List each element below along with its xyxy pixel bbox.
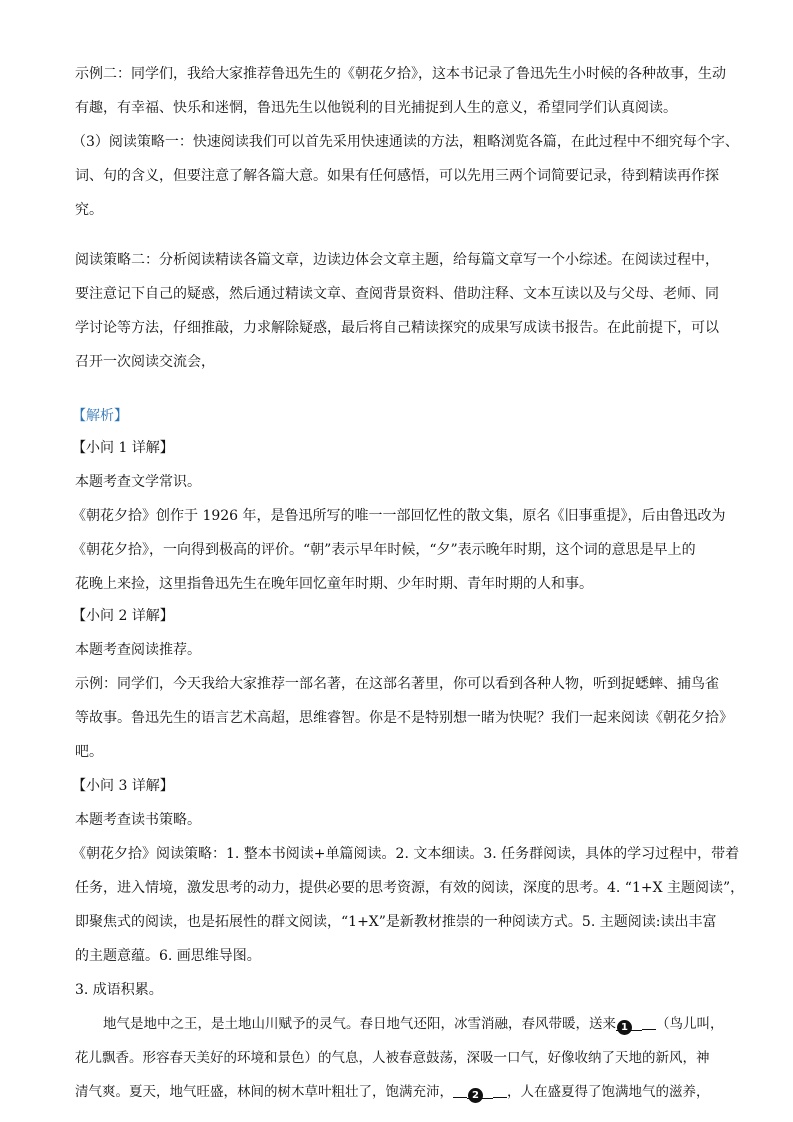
blank-marker-2: 2 — [468, 1088, 483, 1103]
text-line: 本题考查文学常识。 — [75, 474, 201, 490]
text-line: 《朝花夕拾》阅读策略：1. 整本书阅读+单篇阅读。2. 文本细读。3. 任务群阅读，具体的学习过程中，带着 — [72, 846, 740, 862]
text-line: 究。 — [75, 202, 103, 218]
passage-text: 清气爽。夏天，地气旺盛，林间的树木草叶粗壮了，饱满充沛， — [75, 1084, 453, 1100]
blank-1-tail — [642, 1015, 656, 1030]
analysis-heading: 【解析】 — [72, 408, 128, 424]
section-heading: 【小问 2 详解】 — [72, 608, 174, 624]
passage-text: 地气是地中之王，是土地山川赋予的灵气。春日地气还阳，冰雪消融，春风带暖，送来 — [103, 1016, 616, 1032]
text-line: 学讨论等方法，仔细推敲，力求解除疑惑，最后将自己精读探究的成果写成读书报告。在此前提下，可以 — [75, 320, 719, 336]
text-line: 阅读策略二：分析阅读精读各篇文章，边读边体会文章主题，给每篇文章写一个小综述。在阅读过程中， — [75, 252, 719, 268]
blank-2[interactable] — [467, 1084, 493, 1099]
text-line: 示例：同学们，今天我给大家推荐一部名著，在这部名著里，你可以看到各种人物，听到捉蟋蟀、捕鸟雀 — [75, 676, 719, 692]
text-line: （3）阅读策略一：快速阅读我们可以首先采用快速通读的方法，粗略浏览各篇，在此过程中不细究每个字、 — [72, 134, 739, 150]
blank-2-lead — [453, 1083, 467, 1098]
question-heading: 3. 成语积累。 — [75, 982, 163, 998]
section-heading: 【小问 3 详解】 — [72, 778, 174, 794]
text-line: 《朝花夕拾》创作于 1926 年，是鲁迅所写的唯一一部回忆性的散文集，原名《旧事重提》，后由鲁迅改为 — [72, 508, 726, 524]
text-line: 示例二：同学们，我给大家推荐鲁迅先生的《朝花夕拾》，这本书记录了鲁迅先生小时候的各种故事，生动 — [75, 66, 726, 82]
passage-line — [75, 1082, 725, 1102]
passage-text: （鸟儿叫， — [656, 1016, 724, 1032]
text-line: 等故事。鲁迅先生的语言艺术高超，思维睿智。你是不是特别想一睹为快呢？我们一起来阅读《朝花夕拾》 — [75, 710, 733, 726]
text-line: 词、句的含义，但要注意了解各篇大意。如果有任何感悟，可以先用三两个词简要记录，待到精读再作探 — [75, 168, 719, 184]
text-line: 即聚焦式的阅读，也是拓展性的群文阅读，“1+X”是新教材推崇的一种阅读方式。5. 主题阅读:读出丰富 — [75, 914, 717, 930]
blank-2-tail — [493, 1083, 507, 1098]
text-line: 本题考查阅读推荐。 — [75, 642, 201, 658]
passage-text: ，人在盛夏得了饱满地气的滋养， — [507, 1084, 710, 1100]
blank-marker-1: 1 — [617, 1020, 632, 1035]
text-line: 花晚上来捡，这里指鲁迅先生在晚年回忆童年时期、少年时期、青年时期的人和事。 — [75, 576, 593, 592]
passage-line: 花儿飘香。形容春天美好的环境和景色）的气息，人被春意鼓荡，深吸一口气，好像收纳了天地的新风，神 — [75, 1050, 710, 1066]
text-line: 有趣，有幸福、快乐和迷惘，鲁迅先生以他锐利的目光捕捉到人生的意义，希望同学们认真阅读。 — [75, 100, 677, 116]
text-line: 任务，进入情境，激发思考的动力，提供必要的思考资源，有效的阅读，深度的思考。4. “1+X 主题阅读”， — [75, 880, 745, 896]
text-line: 本题考查读书策略。 — [75, 812, 201, 828]
text-line: 召开一次阅读交流会， — [75, 354, 215, 370]
text-line: 吧。 — [75, 744, 103, 760]
passage-line — [103, 1014, 753, 1034]
section-heading: 【小问 1 详解】 — [72, 440, 174, 456]
text-line: 《朝花夕拾》，一向得到极高的评价。“朝”表示早年时候，“夕”表示晚年时期，这个词的意思是早上的 — [72, 542, 696, 558]
text-line: 的主题意蕴。6. 画思维导图。 — [75, 948, 261, 964]
blank-1[interactable] — [616, 1016, 642, 1031]
text-line: 要注意记下自己的疑惑，然后通过精读文章、查阅背景资料、借助注释、文本互读以及与父母、老师、同 — [75, 286, 719, 302]
